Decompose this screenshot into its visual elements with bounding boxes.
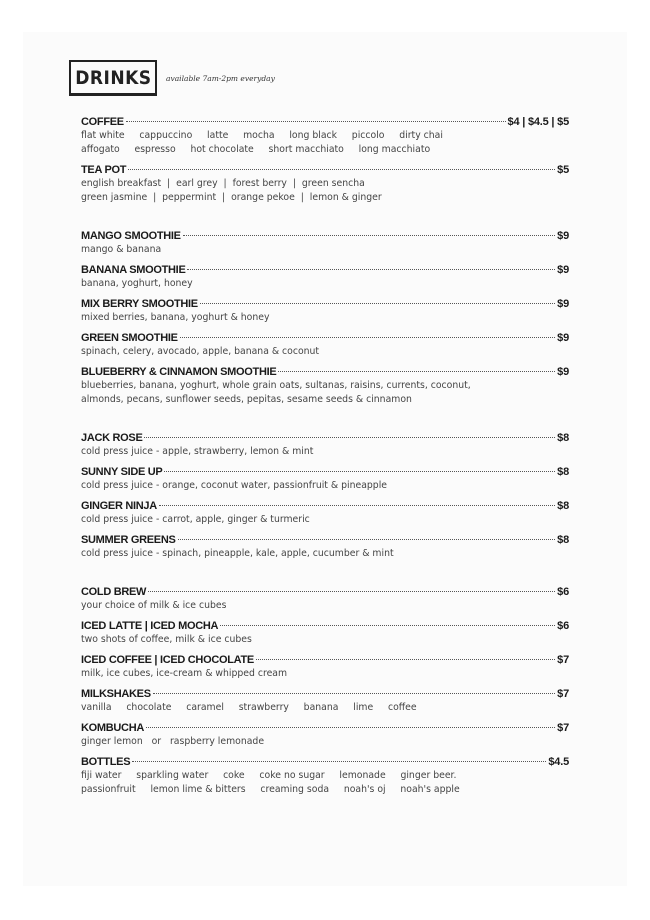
menu-item-description: banana, yoghurt, honey xyxy=(81,278,193,289)
menu-item-description: flat white cappuccino latte mocha long black piccolo dirty chai xyxy=(81,130,443,141)
menu-item-price: $7 xyxy=(557,722,569,734)
menu-item-name: JACK ROSE xyxy=(81,432,143,444)
dot-leader xyxy=(200,303,555,304)
menu-item xyxy=(81,499,569,527)
menu-item-price: $6 xyxy=(557,586,569,598)
dot-leader xyxy=(183,235,555,236)
menu-item-price: $6 xyxy=(557,620,569,632)
dot-leader xyxy=(278,371,555,372)
menu-item-name: TEA POT xyxy=(81,164,127,176)
menu-item-price: $4 | $4.5 | $5 xyxy=(507,116,569,128)
menu-item xyxy=(81,533,569,561)
menu-item xyxy=(81,619,569,647)
menu-item-header xyxy=(81,533,569,547)
menu-item xyxy=(81,365,569,407)
menu-item-header xyxy=(81,721,569,735)
menu-item xyxy=(81,431,569,459)
section-divider xyxy=(81,211,569,229)
menu-item-price: $4.5 xyxy=(548,756,569,768)
menu-item-description: ginger lemon or raspberry lemonade xyxy=(81,736,265,747)
section-divider xyxy=(81,413,569,431)
menu-item-price: $8 xyxy=(557,500,569,512)
menu-item xyxy=(81,721,569,749)
availability-note: available 7am-2pm everyday xyxy=(166,73,275,83)
menu-item-description: vanilla chocolate caramel strawberry banana lime coffee xyxy=(81,702,417,713)
dot-leader xyxy=(178,539,556,540)
menu-item-name: COFFEE xyxy=(81,116,124,128)
menu-item-description: cold press juice - carrot, apple, ginger & turmeric xyxy=(81,514,310,525)
menu-item-name: GINGER NINJA xyxy=(81,500,157,512)
dot-leader xyxy=(146,727,555,728)
menu-item-header xyxy=(81,619,569,633)
menu-item-description: your choice of milk & ice cubes xyxy=(81,600,227,611)
menu-item-name: KOMBUCHA xyxy=(81,722,144,734)
menu-item-description: two shots of coffee, milk & ice cubes xyxy=(81,634,252,645)
menu-item-price: $7 xyxy=(557,654,569,666)
menu-item-price: $9 xyxy=(557,332,569,344)
menu-item-name: BLUEBERRY & CINNAMON SMOOTHIE xyxy=(81,366,277,378)
menu-item-name: SUNNY SIDE UP xyxy=(81,466,163,478)
dot-leader xyxy=(164,471,555,472)
menu-item-description: spinach, celery, avocado, apple, banana & coconut xyxy=(81,346,320,357)
menu-item-name: MANGO SMOOTHIE xyxy=(81,230,181,242)
menu-item-header xyxy=(81,229,569,243)
menu-item-header xyxy=(81,297,569,311)
menu-item-price: $8 xyxy=(557,534,569,546)
menu-item-description: blueberries, banana, yoghurt, whole grain oats, sultanas, raisins, currents, coconut, xyxy=(81,380,471,391)
menu-item-header xyxy=(81,687,569,701)
menu-item xyxy=(81,585,569,613)
dot-leader xyxy=(256,659,555,660)
dot-leader xyxy=(126,121,506,122)
menu-item xyxy=(81,263,569,291)
dot-leader xyxy=(144,437,555,438)
menu-item-description: affogato espresso hot chocolate short macchiato long macchiato xyxy=(81,144,431,155)
dot-leader xyxy=(187,269,555,270)
menu-item-description: cold press juice - orange, coconut water, passionfruit & pineapple xyxy=(81,480,388,491)
menu-list xyxy=(81,115,569,803)
menu-item xyxy=(81,115,569,157)
menu-item-description: cold press juice - apple, strawberry, lemon & mint xyxy=(81,446,314,457)
menu-item xyxy=(81,297,569,325)
dot-leader xyxy=(148,591,555,592)
menu-item xyxy=(81,755,569,797)
menu-item xyxy=(81,465,569,493)
menu-item-price: $8 xyxy=(557,432,569,444)
menu-item-description: milk, ice cubes, ice-cream & whipped cream xyxy=(81,668,288,679)
section-divider xyxy=(81,567,569,585)
menu-item xyxy=(81,229,569,257)
dot-leader xyxy=(220,625,555,626)
menu-item-header xyxy=(81,365,569,379)
menu-header xyxy=(69,60,275,96)
dot-leader xyxy=(132,761,546,762)
menu-item-name: MIX BERRY SMOOTHIE xyxy=(81,298,198,310)
menu-item-header xyxy=(81,755,569,769)
menu-item-description: mixed berries, banana, yoghurt & honey xyxy=(81,312,270,323)
menu-item-header xyxy=(81,653,569,667)
dot-leader xyxy=(153,693,555,694)
menu-item xyxy=(81,687,569,715)
dot-leader xyxy=(128,169,555,170)
menu-item-header xyxy=(81,331,569,345)
menu-item-price: $5 xyxy=(557,164,569,176)
menu-item-description: cold press juice - spinach, pineapple, kale, apple, cucumber & mint xyxy=(81,548,394,559)
menu-item xyxy=(81,653,569,681)
menu-item-price: $8 xyxy=(557,466,569,478)
menu-item-description: english breakfast | earl grey | forest berry | green sencha xyxy=(81,178,365,189)
menu-item-name: BOTTLES xyxy=(81,756,131,768)
menu-item-name: MILKSHAKES xyxy=(81,688,151,700)
dot-leader xyxy=(180,337,556,338)
menu-item-description: green jasmine | peppermint | orange pekoe | lemon & ginger xyxy=(81,192,382,203)
menu-item-description: passionfruit lemon lime & bitters creaming soda noah's oj noah's apple xyxy=(81,784,460,795)
menu-item-name: BANANA SMOOTHIE xyxy=(81,264,186,276)
menu-item-header xyxy=(81,263,569,277)
menu-item-header xyxy=(81,465,569,479)
menu-item-description: mango & banana xyxy=(81,244,162,255)
menu-item xyxy=(81,331,569,359)
menu-item-header xyxy=(81,163,569,177)
menu-item-header xyxy=(81,115,569,129)
menu-item-name: SUMMER GREENS xyxy=(81,534,176,546)
menu-item-header xyxy=(81,585,569,599)
menu-item-price: $9 xyxy=(557,230,569,242)
menu-item-price: $7 xyxy=(557,688,569,700)
menu-item-description: fiji water sparkling water coke coke no sugar lemonade ginger beer. xyxy=(81,770,457,781)
menu-item-description: almonds, pecans, sunflower seeds, pepitas, sesame seeds & cinnamon xyxy=(81,394,412,405)
dot-leader xyxy=(159,505,555,506)
menu-item-name: COLD BREW xyxy=(81,586,147,598)
menu-item-header xyxy=(81,499,569,513)
menu-item-name: GREEN SMOOTHIE xyxy=(81,332,178,344)
title-box xyxy=(69,60,157,96)
menu-item-price: $9 xyxy=(557,366,569,378)
menu-item-price: $9 xyxy=(557,298,569,310)
menu-item-price: $9 xyxy=(557,264,569,276)
menu-item xyxy=(81,163,569,205)
menu-item-name: ICED COFFEE | ICED CHOCOLATE xyxy=(81,654,254,666)
menu-item-name: ICED LATTE | ICED MOCHA xyxy=(81,620,219,632)
menu-item-header xyxy=(81,431,569,445)
page-title: DRINKS xyxy=(74,66,152,89)
